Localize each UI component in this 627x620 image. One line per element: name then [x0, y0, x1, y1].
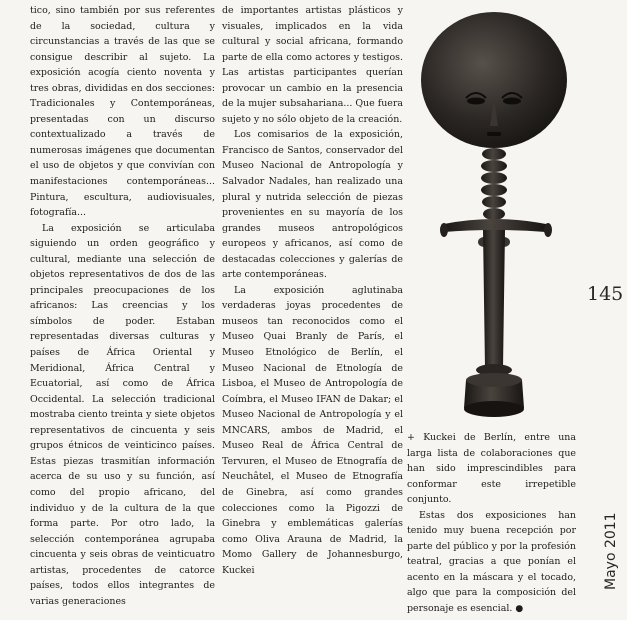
text-column-1: [30, 3, 215, 609]
paragraph: + Kuckei de Berlín, entre una larga lista de colaboraciones que han sido imprescindibles para conformar este irrepetible conjunto.: [407, 432, 576, 506]
paragraph: Los comisarios de la exposición, Francisco de Santos, conservador del Museo Nacional de Antropología y Salvador Nadales, han realizado una plural y nutrida selección de piezas provenientes en su mayoría de los grandes museos antropológicos europeos y africanos, así como de destacadas colecciones y galerías de arte contemporáneas.: [222, 129, 403, 281]
end-mark-bullet: ●: [515, 604, 524, 615]
text-column-2: [222, 3, 403, 578]
page-number: 145: [587, 283, 624, 305]
figure-head: [421, 12, 567, 148]
paragraph: de importantes artistas plásticos y visuales, implicados en la vida cultural y social africana, formando parte de ella como actores y testigos. Las artistas participantes querían provocar un cambio en la presencia de la mujer subsahariana... Que fuera sujeto y no sólo objeto de la creación.: [222, 5, 404, 125]
issue-date: Mayo 2011: [603, 512, 619, 590]
paragraph-text: Estas dos exposiciones han tenido muy buena recepción por parte del público y por la profesión teatral, gracias a que ponían el acento en la máscara y el tocado, algo que para la composición del personaje es esencial.: [407, 509, 576, 615]
text-column-3: [407, 430, 576, 618]
paragraph: [407, 508, 576, 618]
paragraph: La exposición se articulaba siguiendo un orden geográfico y cultural, mediante una selección de objetos representativos de dos de las principales preocupaciones de los africanos: Las creencias y los símbolos de poder. Estaban representadas diversas culturas y países de África Oriental y Meridional, África Central y Ecuatorial, así como de África Occidental. La selección tradicional mostraba ciento treinta y siete objetos representativos de cincuenta y seis grupos étnicos de veinticinco países. Estas piezas trasmitían información acerca de su uso y su función, así como del propio africano, del individuo y de la cultura de la que forma parte. Por otro lado, la selección contemporánea agrupaba cincuenta y seis obras de veinticuatro artistas, procedentes de catorce países, todos ellos integrantes de varias generaciones: [30, 222, 215, 607]
paragraph: tico, sino también por sus referentes de la sociedad, cultura y circunstancias a través de las que se consigue describir al sujeto. La exposición acogía ciento noventa y tres obras, divididas en dos secciones: Tradicionales y Contemporáneas, presentadas con un discurso contextualizado a través de numerosas imágenes que documentan el uso de objetos y que convivían con manifestaciones contemporáneas... Pintura, escultura, audiovisuales, fotografía...: [30, 5, 215, 219]
paragraph: La exposición aglutinaba verdaderas joyas procedentes de museos tan reconocidos como el Museo Quai Branly de París, el Museo Etnológico de Berlín, el Museo Nacional de Etnología de Lisboa, el Museo de Antropología de Coímbra, el Museo IFAN de Dakar; el Museo Nacional de Antropología y el MNCARS, ambos de Madrid, el Museo Real de África Central de Tervuren, el Museo de Etnografía de Neuchâtel, el Museo de Etnografía de Ginebra, así como grandes colecciones como la Pigozzi de Ginebra y emblemáticas galerías como Oliva Arauna de Madrid, la Momo Gallery de Johannesburgo, Kuckei: [222, 284, 403, 576]
akuaba-figure-photo: [414, 8, 582, 426]
